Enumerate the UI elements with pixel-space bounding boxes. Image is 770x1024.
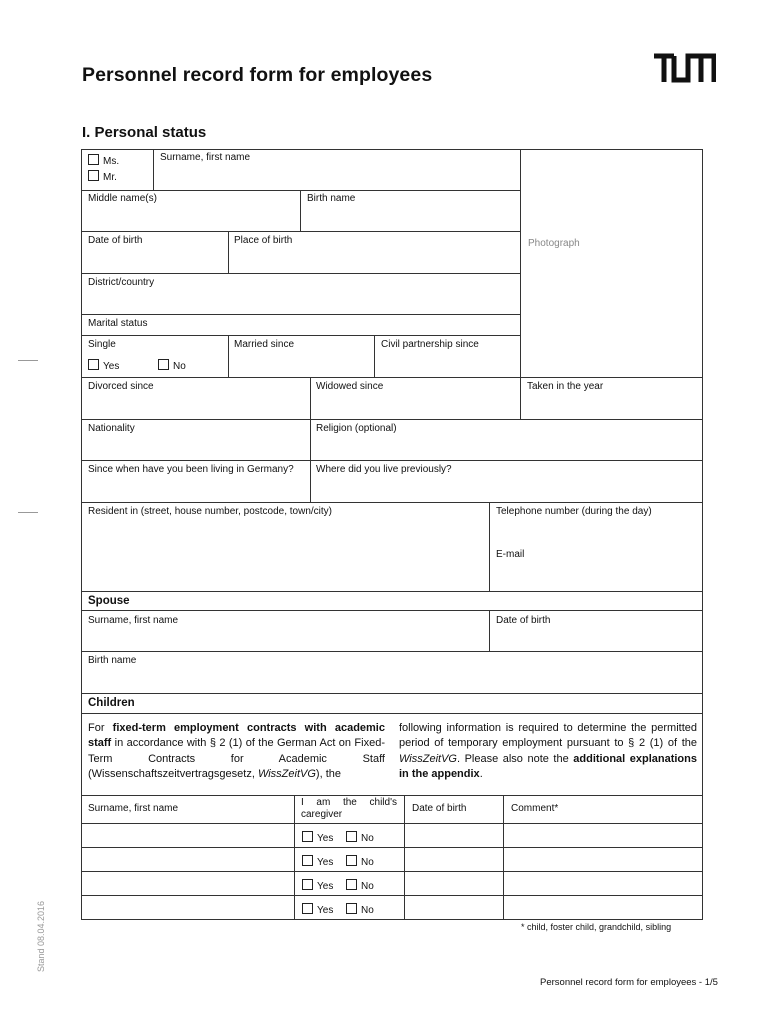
single-label: Single: [88, 339, 116, 350]
section-title: I. Personal status: [82, 124, 207, 141]
page-title: Personnel record form for employees: [82, 64, 433, 86]
children-heading: Children: [88, 697, 135, 709]
checkbox[interactable]: [346, 879, 357, 890]
footnote: * child, foster child, grandchild, sibling: [521, 922, 672, 932]
spouse-heading: Spouse: [88, 595, 130, 607]
spouse-surname-field[interactable]: Surname, first name: [88, 615, 179, 626]
divorced-since-field[interactable]: Divorced since: [88, 381, 154, 392]
child-row-2-caregiver-no[interactable]: No: [346, 855, 374, 868]
fold-mark: [18, 512, 38, 513]
photograph-area[interactable]: Photograph: [528, 238, 580, 249]
fold-mark: [18, 360, 38, 361]
child-row-3-caregiver-yes[interactable]: Yes: [302, 879, 333, 892]
marital-status-label: Marital status: [88, 318, 148, 329]
checkbox[interactable]: [88, 359, 99, 370]
checkbox[interactable]: [302, 879, 313, 890]
checkbox[interactable]: [88, 170, 99, 181]
children-info-right: following information is required to determine the permitted period of temporary employment pursuant to § 2 (1) of the WissZeitVG. Please also note the additional explanations in the appendix.: [399, 722, 697, 780]
checkbox[interactable]: [88, 154, 99, 165]
child-row-3-caregiver-no[interactable]: No: [346, 879, 374, 892]
middle-names-field[interactable]: Middle name(s): [88, 193, 157, 204]
side-stamp: Stand 08.04.2016: [36, 900, 46, 972]
child-row-4-caregiver-no[interactable]: No: [346, 903, 374, 916]
checkbox[interactable]: [346, 903, 357, 914]
spouse-dob-field[interactable]: Date of birth: [496, 615, 551, 626]
living-in-germany-field[interactable]: Since when have you been living in Germany?: [88, 464, 294, 475]
salutation-mr[interactable]: Mr.: [88, 170, 117, 183]
page-footer: Personnel record form for employees - 1/5: [540, 977, 718, 988]
single-yes[interactable]: Yes: [88, 359, 119, 372]
child-row-4-caregiver-yes[interactable]: Yes: [302, 903, 333, 916]
spouse-birth-name-field[interactable]: Birth name: [88, 655, 137, 666]
email-field[interactable]: E-mail: [496, 549, 525, 560]
checkbox[interactable]: [346, 831, 357, 842]
date-of-birth-field[interactable]: Date of birth: [88, 235, 143, 246]
nationality-field[interactable]: Nationality: [88, 423, 135, 434]
resident-address-field[interactable]: Resident in (street, house number, postcode, town/city): [88, 506, 333, 517]
civil-partnership-field[interactable]: Civil partnership since: [381, 339, 479, 350]
religion-field[interactable]: Religion (optional): [316, 423, 397, 434]
checkbox[interactable]: [346, 855, 357, 866]
checkbox[interactable]: [302, 903, 313, 914]
children-info-left: For fixed-term employment contracts with academic staff in accordance with § 2 (1) of the German Act on Fixed-Term Contracts for Academic Staff (Wissenschaftszeitvertragsgesetz, WissZeitVG), the: [88, 722, 385, 780]
telephone-field[interactable]: Telephone number (during the day): [496, 506, 652, 517]
col-surname-header: Surname, first name: [88, 803, 179, 814]
checkbox[interactable]: [302, 831, 313, 842]
birth-name-field[interactable]: Birth name: [307, 193, 356, 204]
child-row-2-caregiver-yes[interactable]: Yes: [302, 855, 333, 868]
checkbox[interactable]: [302, 855, 313, 866]
married-since-field[interactable]: Married since: [234, 339, 295, 350]
salutation-ms[interactable]: Ms.: [88, 154, 119, 167]
col-caregiver-header: I am the child's caregiver: [301, 797, 397, 820]
single-no[interactable]: No: [158, 359, 186, 372]
col-comment-header: Comment*: [511, 803, 559, 814]
lived-previously-field[interactable]: Where did you live previously?: [316, 464, 452, 475]
child-row-1-caregiver-no[interactable]: No: [346, 831, 374, 844]
surname-field[interactable]: Surname, first name: [160, 152, 251, 163]
checkbox[interactable]: [158, 359, 169, 370]
col-dob-header: Date of birth: [412, 803, 467, 814]
place-of-birth-field[interactable]: Place of birth: [234, 235, 293, 246]
widowed-since-field[interactable]: Widowed since: [316, 381, 384, 392]
district-country-field[interactable]: District/country: [88, 277, 155, 288]
taken-in-year-field[interactable]: Taken in the year: [527, 381, 604, 392]
child-row-1-caregiver-yes[interactable]: Yes: [302, 831, 333, 844]
